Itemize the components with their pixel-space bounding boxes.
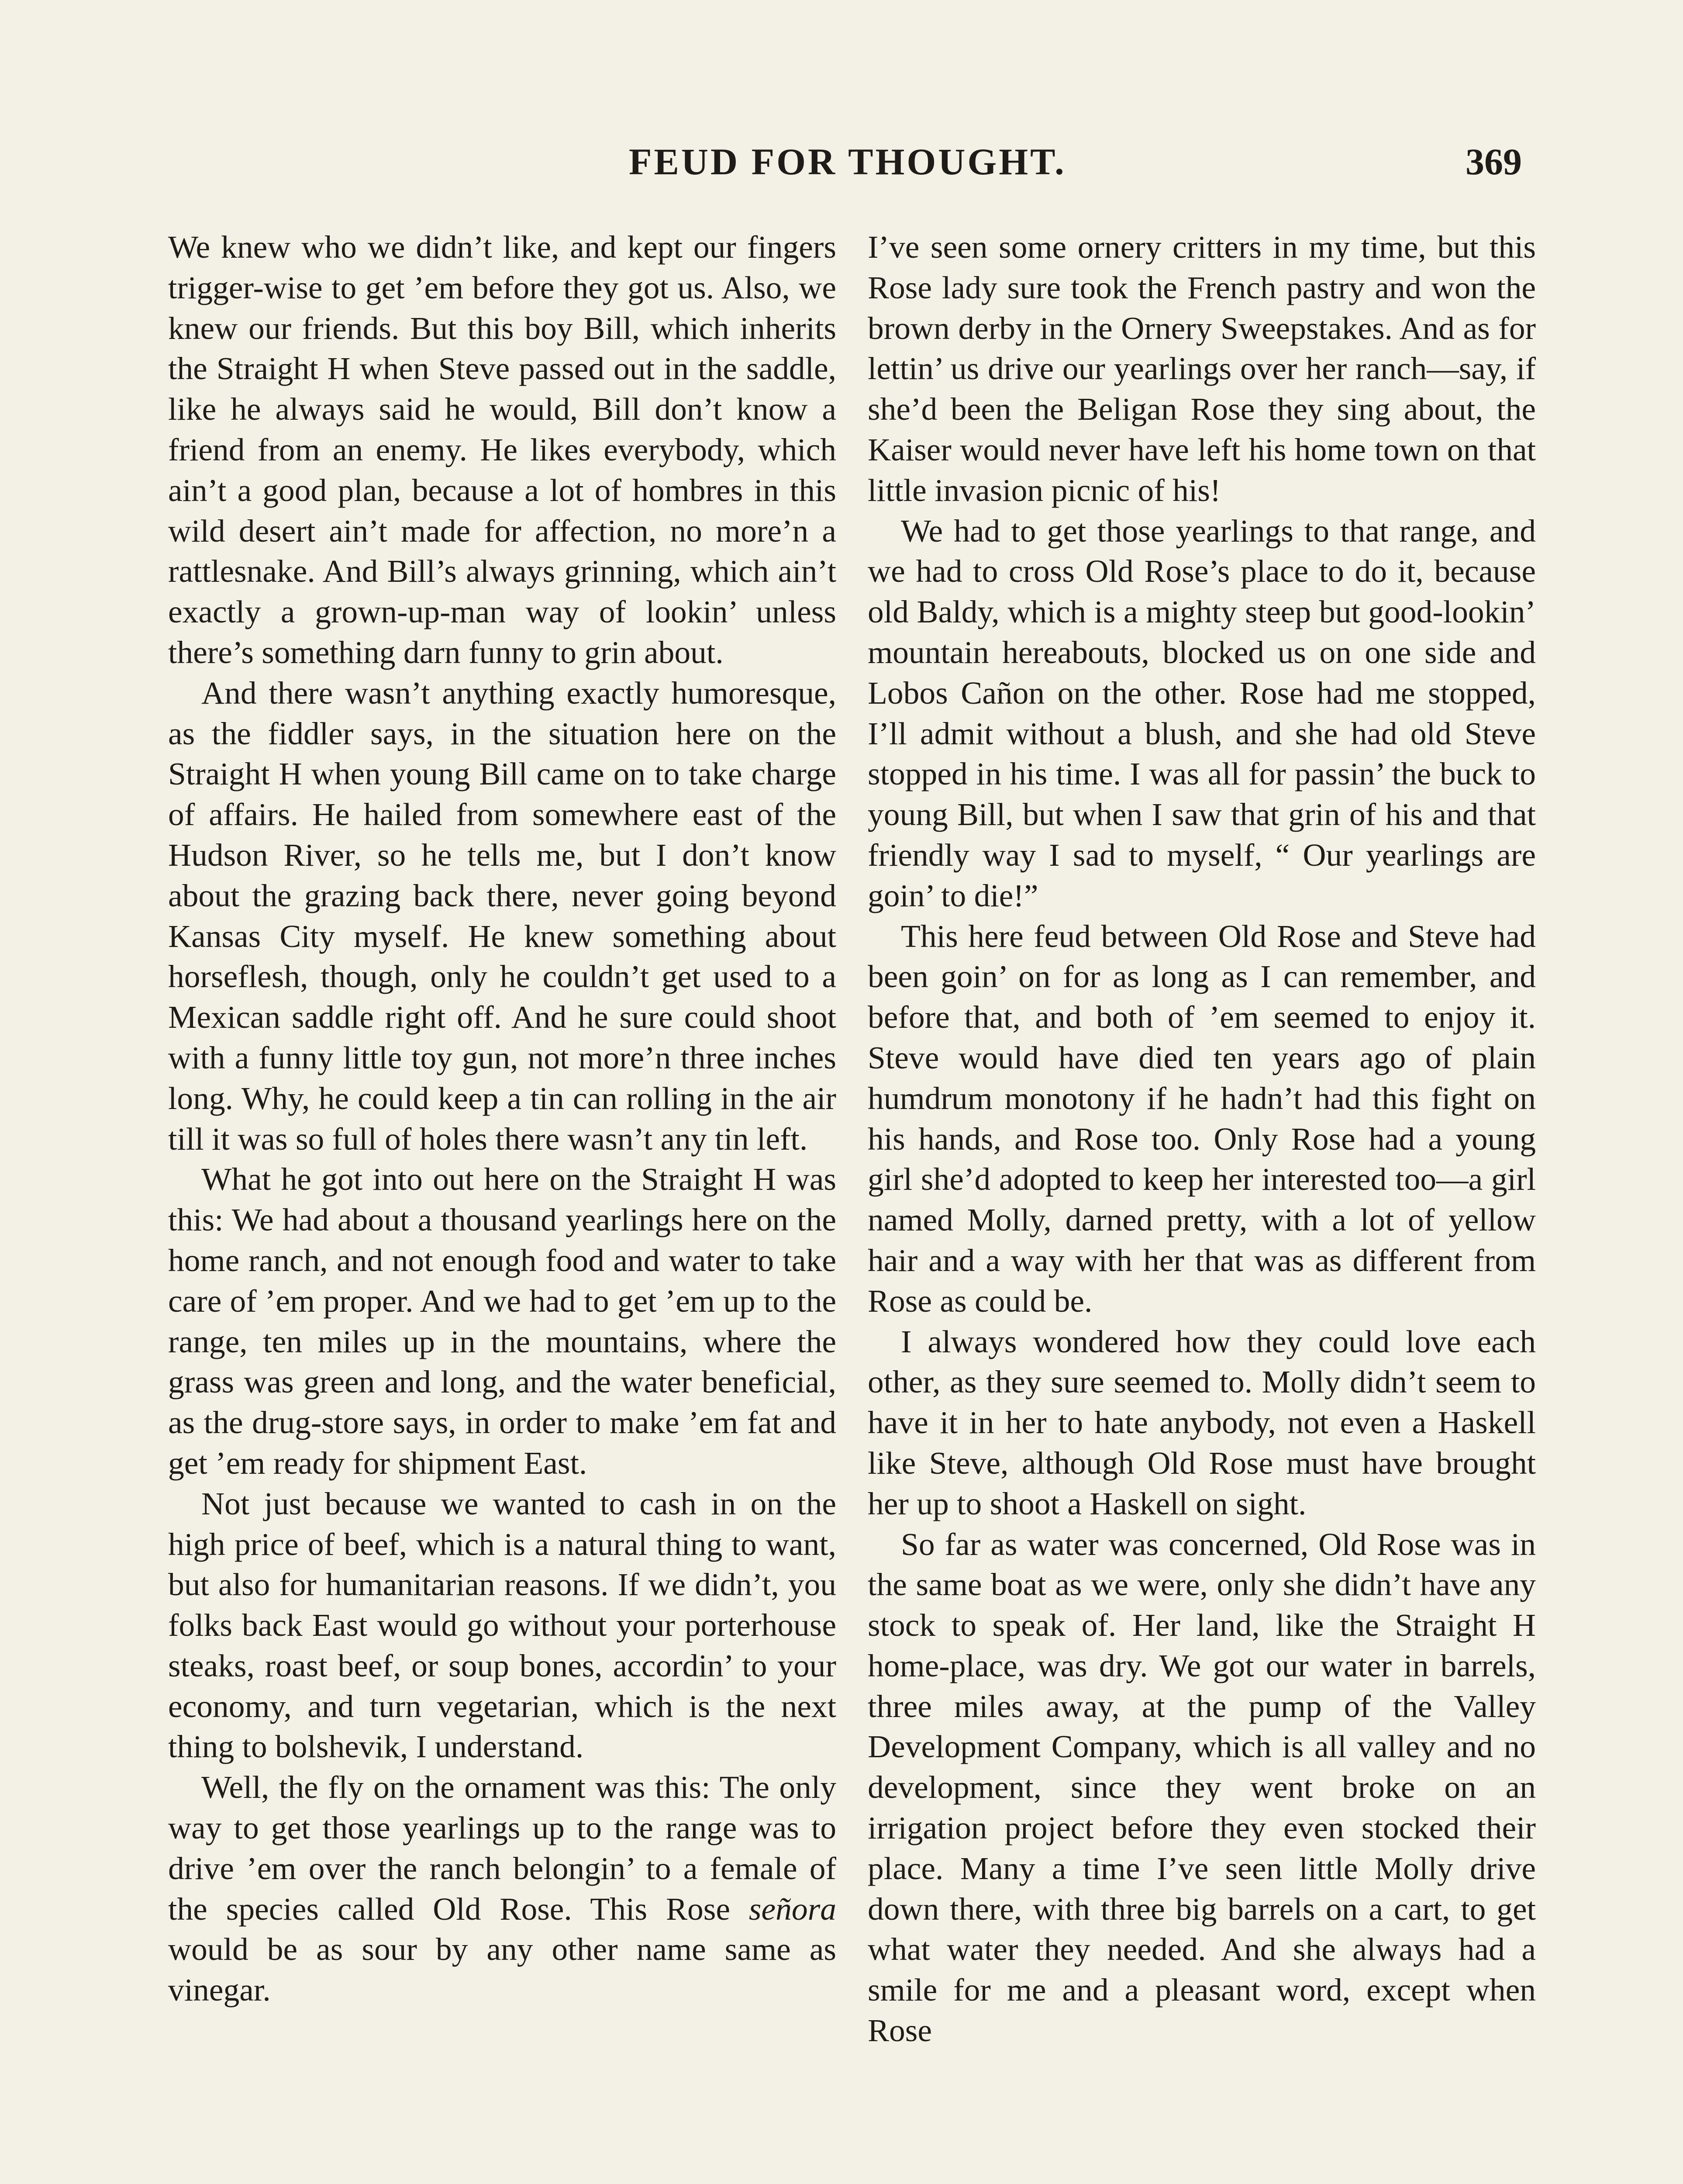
italic-word: señora bbox=[748, 1891, 836, 1927]
page-number: 369 bbox=[1466, 141, 1522, 183]
paragraph bbox=[168, 1767, 836, 2011]
paragraph: Not just because we wanted to cash in on the high price of beef, which is a natural thing to want, but also for humanitarian reasons. If we didn’t, you folks back East would go without your porterhouse steaks, roast beef, or soup bones, accordin’ to your economy, and turn vegetarian, which is the next thing to bolshevik, I understand. bbox=[168, 1486, 836, 1765]
paragraph-text: would be as sour by any other name same as vinegar. bbox=[168, 1932, 836, 2008]
left-column bbox=[168, 227, 836, 2011]
paragraph: This here feud between Old Rose and Steve had been goin’ on for as long as I can remember, and before that, and both of ’em seemed to enjoy it. Steve would have died ten years ago of plain humdrum monotony if he hadn’t had this fight on his hands, and Rose too. Only Rose had a young girl she’d adopted to keep her interested too—a girl named Molly, darned pretty, with a lot of yellow hair and a way with her that was as different from Rose as could be. bbox=[868, 918, 1536, 1319]
paragraph: And there wasn’t anything exactly humoresque, as the fiddler says, in the situation here on the Straight H when young Bill came on to take charge of affairs. He hailed from somewhere east of the Hudson River, so he tells me, but I don’t know about the grazing back there, never going beyond Kansas City myself. He knew something about horseflesh, though, only he couldn’t get used to a Mexican saddle right off. And he sure could shoot with a funny little toy gun, not more’n three inches long. Why, he could keep a tin can rolling in the air till it was so full of holes there wasn’t any tin left. bbox=[168, 675, 836, 1157]
paragraph: So far as water was concerned, Old Rose was in the same boat as we were, only she didn’t have any stock to speak of. Her land, like the Straight H home-place, was dry. We got our water in barrels, three miles away, at the pump of the Valley Development Company, which is all valley and no development, since they went broke on an irrigation project before they even stocked their place. Many a time I’ve seen little Molly drive down there, with three big barrels on a cart, to get what water they needed. And she always had a smile for me and a pleasant word, except when Rose bbox=[868, 1526, 1536, 2049]
continued-paragraph: I’ve seen some ornery critters in my time, but this Rose lady sure took the French pastry and won the brown derby in the Ornery Sweepstakes. And as for lettin’ us drive our yearlings over her ranch—say, if she’d been the Beligan Rose they sing about, the Kaiser would never have left his home town on that little invasion picnic of his! bbox=[868, 229, 1536, 508]
right-column bbox=[868, 227, 1536, 2051]
paragraph: What he got into out here on the Straight H was this: We had about a thousand yearlings here on the home ranch, and not enough food and water to take care of ’em proper. And we had to get ’em up to the range, ten miles up in the mountains, where the grass was green and long, and the water beneficial, as the drug-store says, in order to make ’em fat and get ’em ready for shipment East. bbox=[168, 1161, 836, 1481]
running-title: FEUD FOR THOUGHT. bbox=[629, 141, 1066, 183]
paragraph: We had to get those yearlings to that range, and we had to cross Old Rose’s place to do it, because old Baldy, which is a mighty steep but good-lookin’ mountain hereabouts, blocked us on one side and Lobos Cañon on the other. Rose had me stopped, I’ll admit without a blush, and she had old Steve stopped in his time. I was all for passin’ the buck to young Bill, but when I saw that grin of his and that friendly way I sad to myself, “ Our yearlings are goin’ to die!” bbox=[868, 513, 1536, 913]
paragraph-text: Well, the fly on the ornament was this: The only way to get those yearlings up to the range was to drive ’em over the ranch belongin’ to a female of the species called Old Rose. This Rose bbox=[168, 1769, 836, 1927]
running-head bbox=[0, 140, 1683, 192]
paragraph: I always wondered how they could love each other, as they sure seemed to. Molly didn’t seem to have it in her to hate anybody, not even a Haskell like Steve, although Old Rose must have brought her up to shoot a Haskell on sight. bbox=[868, 1324, 1536, 1521]
paragraph: We knew who we didn’t like, and kept our fingers trigger-wise to get ’em before they got us. Also, we knew our friends. But this boy Bill, which inherits the Straight H when Steve passed out in the saddle, like he always said he would, Bill don’t know a friend from an enemy. He likes everybody, which ain’t a good plan, because a lot of hombres in this wild desert ain’t made for affection, no more’n a rattlesnake. And Bill’s always grinning, which ain’t exactly a grown-up-man way of lookin’ unless there’s something darn funny to grin about. bbox=[168, 229, 836, 670]
